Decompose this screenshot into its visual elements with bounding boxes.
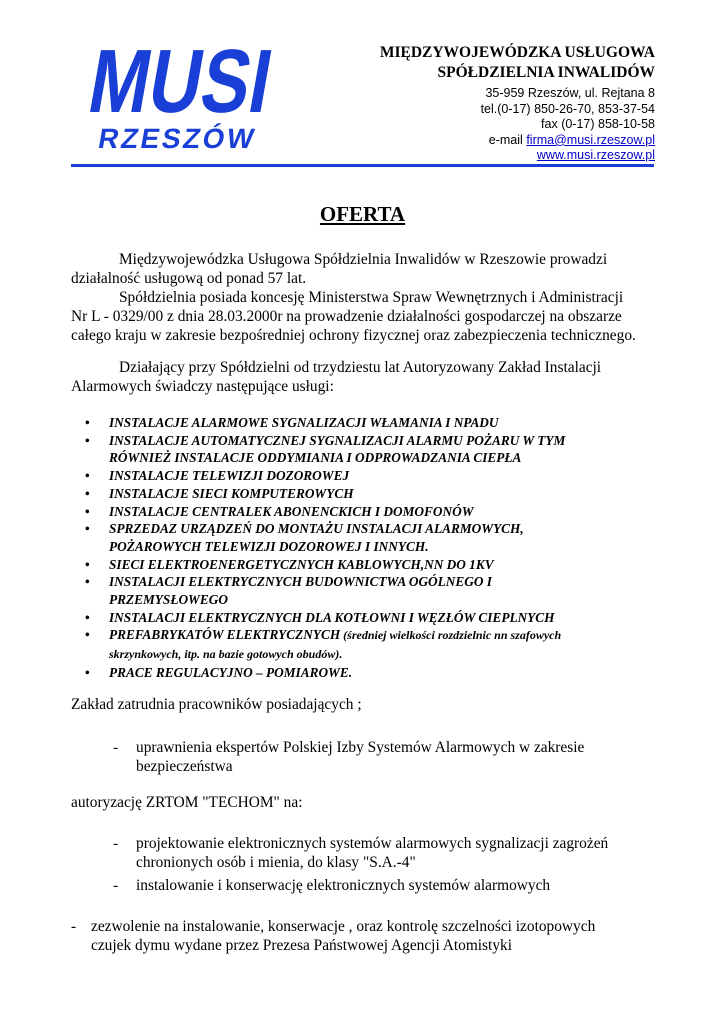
- list-item: • INSTALACJE CENTRALEK ABONENCKICH I DOMOFONÓW: [85, 503, 474, 519]
- list-item: • INSTALACJI ELEKTRYCZNYCH DLA KOTŁOWNI I WĘZŁÓW CIEPLNYCH: [85, 609, 555, 625]
- bullet-icon: •: [85, 432, 90, 448]
- list-item: • INSTALACJE ALARMOWE SYGNALIZACJI WŁAMANIA I NPADU: [85, 415, 499, 430]
- bullet-icon: •: [85, 627, 90, 643]
- bullet-icon: •: [85, 521, 90, 537]
- dash-icon: -: [113, 739, 119, 756]
- company-header: [380, 43, 655, 164]
- intro-p1-line2: działalność usługową od ponad 57 lat.: [71, 270, 307, 287]
- address: 35-959 Rzeszów, ul. Rejtana 8: [485, 86, 655, 100]
- list-item: • INSTALACJI ELEKTRYCZNYCH BUDOWNICTWA OGÓLNEGO I PRZEMYSŁOWEGO: [85, 574, 492, 608]
- list-item: • PREFABRYKATÓW ELEKTRYCZNYCH (średniej wielkości rozdzielnic nn szafowych skrzynkowych, itp. na bazie gotowych obudów).: [85, 627, 562, 662]
- staff-item-1: - uprawnienia ekspertów Polskiej Izby Systemów Alarmowych w zakresie bezpieczeństwa: [113, 739, 585, 775]
- intro-p2-line3: całego kraju w zakresie bezpośredniej ochrony fizycznej oraz zabezpieczenia technicznego.: [71, 327, 636, 344]
- bullet-icon: •: [85, 664, 90, 680]
- page-title: OFERTA: [319, 202, 406, 226]
- bullet-icon: •: [85, 415, 90, 430]
- logo-city-text: RZESZÓW: [95, 122, 257, 154]
- website-link[interactable]: www.musi.rzeszow.pl: [536, 148, 655, 163]
- authorization-heading: autoryzację ZRTOM "TECHOM" na:: [71, 794, 303, 811]
- intro-paragraph-2: [71, 288, 661, 345]
- email-link[interactable]: firma@musi.rzeszow.pl: [526, 132, 655, 147]
- email-line: [380, 133, 655, 149]
- email-label: e-mail: [488, 132, 523, 147]
- services-list: [85, 414, 665, 682]
- intro-p2-line1: Spółdzielnia posiada koncesję Ministerstwa Spraw Wewnętrznych i Administracji: [119, 289, 624, 306]
- dash-icon: -: [113, 877, 119, 894]
- list-item: • SIECI ELEKTROENERGETYCZNYCH KABLOWYCH,NN DO 1KV: [85, 556, 494, 572]
- logo-brand-text: MUSI: [81, 40, 287, 132]
- staff-item-4: - zezwolenie na instalowanie, konserwacje , oraz kontrolę szczelności izotopowych czujek dymu wydane przez Prezesa Państwowej Agencji Atomistyki: [71, 918, 596, 954]
- musi-logo-graphic: [72, 40, 287, 155]
- intro-p1-line1: Międzywojewódzka Usługowa Spółdzielnia Inwalidów w Rzeszowie prowadzi: [119, 251, 608, 268]
- bullet-icon: •: [85, 556, 90, 572]
- intro-paragraph-1: [71, 250, 661, 288]
- list-item: • INSTALACJE AUTOMATYCZNEJ SYGNALIZACJI ALARMU POŻARU W TYM RÓWNIEŻ INSTALACJE ODDYMIANIA I ODPROWADZANIA CIEPŁA: [85, 432, 566, 466]
- list-item: • INSTALACJE SIECI KOMPUTEROWYCH: [85, 485, 354, 501]
- intro-p2-line2: Nr L - 0329/00 z dnia 28.03.2000r na prowadzenie działalności gospodarczej na obszarze: [71, 308, 622, 325]
- list-item: • SPRZEDAZ URZĄDZEŃ DO MONTAŻU INSTALACJI ALARMOWYCH, POŻAROWYCH TELEWIZJI DOZOROWEJ I INNYCH.: [85, 521, 524, 554]
- website-line: [380, 148, 655, 164]
- bullet-icon: •: [85, 574, 90, 590]
- bullet-icon: •: [85, 609, 90, 625]
- intro-paragraph-3: [71, 358, 661, 396]
- dash-icon: -: [113, 835, 119, 852]
- intro-p3-line2: Alarmowych świadczy następujące usługi:: [71, 378, 334, 395]
- list-item: • PRACE REGULACYJNO – POMIAROWE.: [85, 664, 353, 680]
- bullet-icon: •: [85, 503, 90, 519]
- bullet-icon: •: [85, 468, 90, 484]
- header-divider: [71, 164, 654, 167]
- bullet-icon: •: [85, 485, 90, 501]
- list-item: • INSTALACJE TELEWIZJI DOZOROWEJ: [85, 468, 350, 484]
- telephone: tel.(0-17) 850-26-70, 853-37-54: [480, 101, 655, 116]
- org-name-line1: MIĘDZYWOJEWÓDZKA USŁUGOWA: [379, 44, 655, 61]
- dash-icon: -: [71, 918, 77, 935]
- staff-item-2: - projektowanie elektronicznych systemów alarmowych sygnalizacji zagrożeń chronionych osób i mienia, do klasy "S.A.-4": [113, 835, 609, 871]
- fax: fax (0-17) 858-10-58: [541, 117, 655, 132]
- company-logo: [72, 40, 287, 155]
- staff-item-3: - instalowanie i konserwację elektronicznych systemów alarmowych: [113, 877, 551, 894]
- org-name-line2: SPÓŁDZIELNIA INWALIDÓW: [437, 64, 655, 81]
- intro-p3-line1: Działający przy Spółdzielni od trzydziestu lat Autoryzowany Zakład Instalacji: [119, 359, 602, 376]
- staff-intro: Zakład zatrudnia pracowników posiadających ;: [71, 696, 362, 713]
